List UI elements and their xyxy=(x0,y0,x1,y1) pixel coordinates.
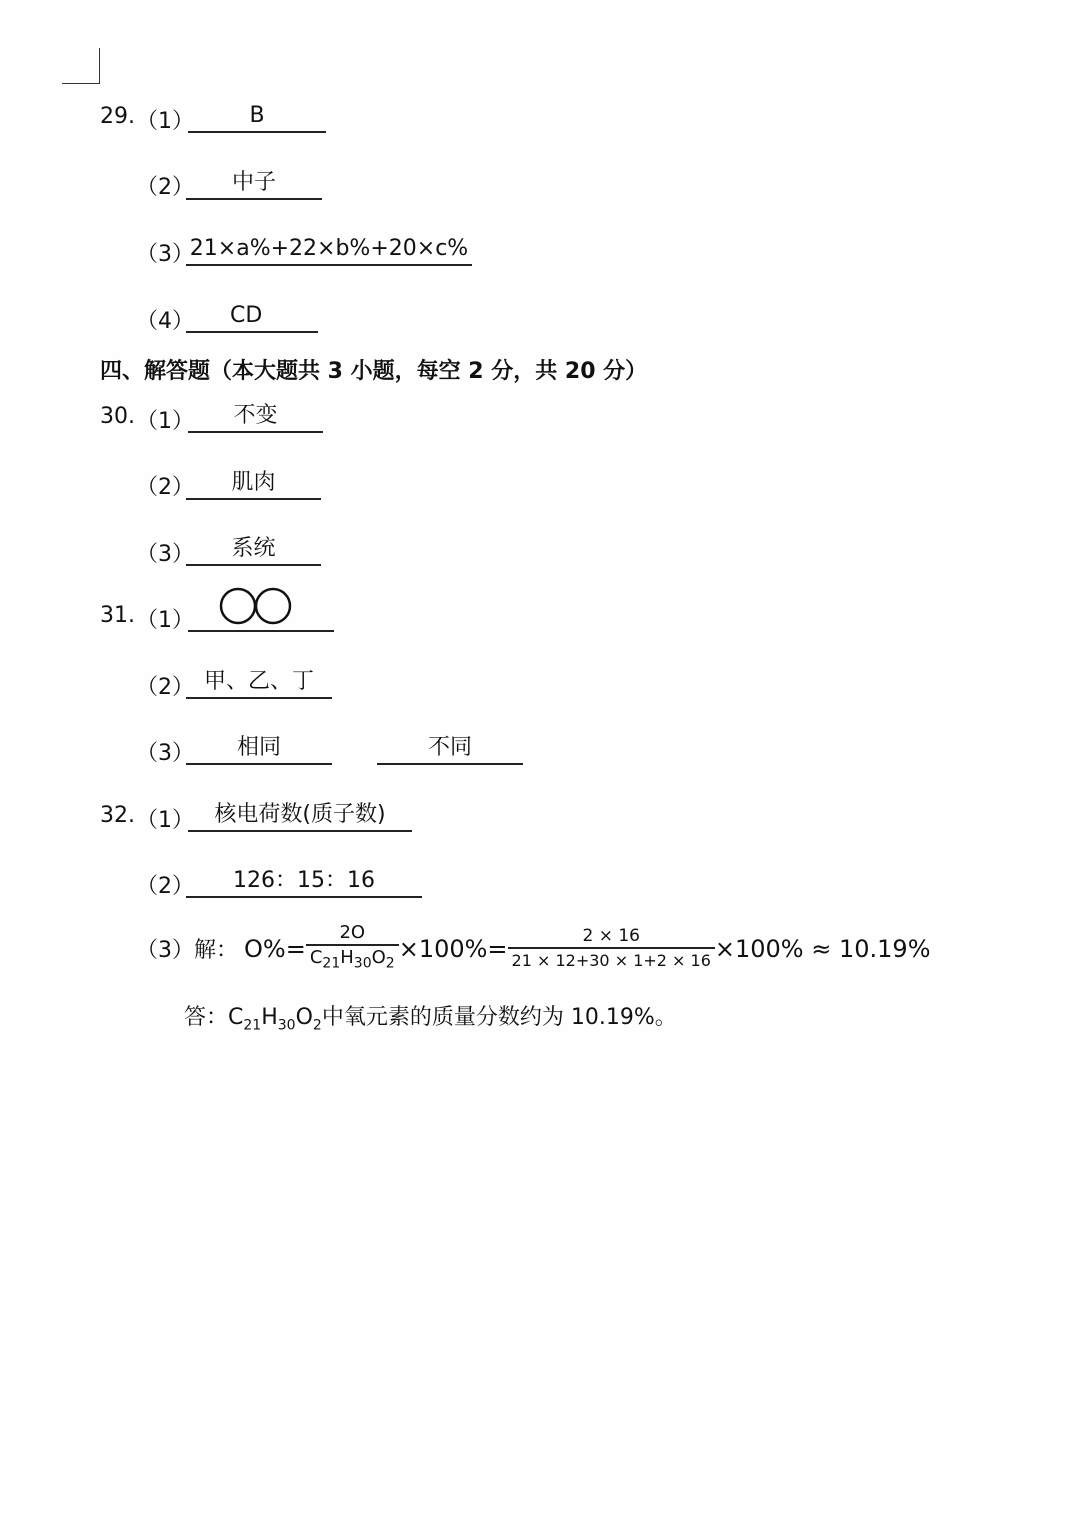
q32-item-3-solution xyxy=(136,922,931,976)
conclusion-h-sub: 30 xyxy=(277,1017,296,1034)
conclusion-o: O xyxy=(295,1005,313,1030)
conclusion-h: H xyxy=(261,1005,278,1030)
formula-c: C xyxy=(309,947,323,968)
q30-item-2-answer: 肌肉 xyxy=(186,468,321,500)
q31-item-3-answer-2: 不同 xyxy=(377,733,523,765)
fraction-2 xyxy=(508,925,715,973)
fraction-1-numerator: 2O xyxy=(339,922,366,943)
q32-item-2-answer: 126：15：16 xyxy=(186,866,422,898)
q30-item-3-label: （3） xyxy=(136,542,194,567)
q31-item-3-answer-1: 相同 xyxy=(186,733,332,765)
formula-h-sub: 30 xyxy=(353,955,372,972)
q30-item-2-label: （2） xyxy=(136,475,194,500)
q29-item-2-label: （2） xyxy=(136,175,194,200)
fraction-1-denominator xyxy=(306,944,399,976)
question-32-number: 32. xyxy=(100,803,135,828)
q30-item-1-answer: 不变 xyxy=(188,401,323,433)
times-100-equals: ×100%= xyxy=(398,934,508,963)
corner-crop-mark xyxy=(62,48,100,84)
question-30-number: 30. xyxy=(100,404,135,429)
q31-item-1-label: （1） xyxy=(136,608,194,633)
oxygen-percent-lhs: O%= xyxy=(244,934,306,963)
conclusion-o-sub: 2 xyxy=(312,1017,322,1034)
section-4-heading: 四、解答题（本大题共 3 小题，每空 2 分，共 20 分） xyxy=(100,359,648,384)
left-circle xyxy=(221,589,255,623)
q32-item-3-label: （3） xyxy=(136,938,194,964)
q32-item-2-label: （2） xyxy=(136,874,194,899)
result-tail: ×100% ≈ 10.19% xyxy=(714,934,931,963)
question-31-number: 31. xyxy=(100,603,135,628)
fraction-2-numerator: 2 × 16 xyxy=(582,925,640,946)
conclusion-text: 中氧元素的质量分数约为 10.19%。 xyxy=(321,1005,677,1030)
q29-item-2-answer: 中子 xyxy=(186,168,322,200)
q29-item-4-label: （4） xyxy=(136,309,194,334)
q29-item-4-answer-text: CD xyxy=(230,303,263,328)
q30-item-1-label: （1） xyxy=(136,409,194,434)
formula-c-sub: 21 xyxy=(322,955,341,972)
q31-item-3-label: （3） xyxy=(136,741,194,766)
q32-item-1-label: （1） xyxy=(136,808,194,833)
solution-prefix: 解： xyxy=(194,938,239,964)
right-circle xyxy=(256,589,290,623)
crop-mark-horizontal xyxy=(62,83,100,84)
two-overlapping-circles-drawing xyxy=(218,586,294,628)
formula-o-sub: 2 xyxy=(385,955,395,972)
q29-item-4-answer xyxy=(186,301,318,333)
conclusion-c-sub: 21 xyxy=(243,1017,262,1034)
q30-item-3-answer: 系统 xyxy=(186,534,321,566)
q31-item-2-answer: 甲、乙、丁 xyxy=(186,667,332,699)
fraction-2-denominator: 21 × 12+30 × 1+2 × 16 xyxy=(508,947,715,973)
formula-h: H xyxy=(340,947,354,968)
question-29-number: 29. xyxy=(100,104,135,129)
q32-conclusion xyxy=(184,1000,677,1033)
q31-item-2-label: （2） xyxy=(136,675,194,700)
crop-mark-vertical xyxy=(99,48,100,84)
conclusion-prefix: 答： xyxy=(184,1005,229,1030)
formula-o: O xyxy=(371,947,386,968)
q32-item-1-answer: 核电荷数(质子数) xyxy=(188,800,412,832)
q29-item-3-label: （3） xyxy=(136,242,194,267)
q29-item-1-label: （1） xyxy=(136,109,194,134)
conclusion-c: C xyxy=(228,1005,244,1030)
q29-item-3-answer: 21×a%+22×b%+20×c% xyxy=(186,234,472,266)
q29-item-1-answer: B xyxy=(188,101,326,133)
fraction-1 xyxy=(306,922,399,976)
